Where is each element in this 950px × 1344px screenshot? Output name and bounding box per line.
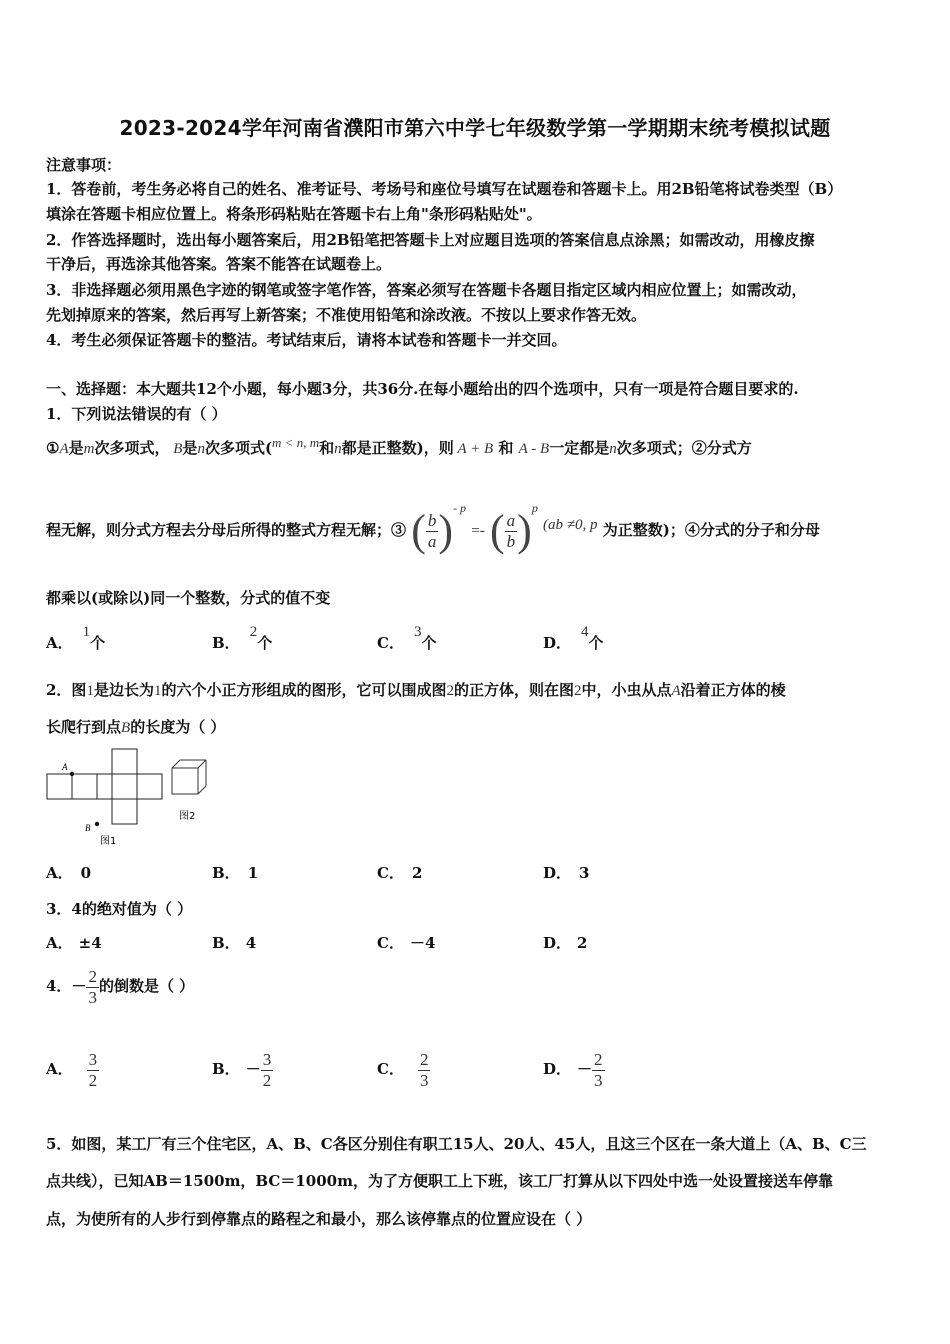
option-c[interactable]: C． －4: [377, 934, 436, 952]
notice-line: 1．答卷前，考生务必将自己的姓名、准考证号、考场号和座位号填写在试题卷和答题卡上。用2B铅笔将试卷类型（B）: [46, 180, 843, 198]
question-3-stem: 3．4的绝对值为（ ）: [46, 900, 193, 918]
question-2-line-2: 长爬行到点B的长度为（ ）: [46, 718, 226, 736]
option-b[interactable]: B． 1: [212, 864, 259, 882]
notice-line: 2．作答选择题时，选出每小题答案后，用2B铅笔把答题卡上对应题目选项的答案信息点涂黑；如需改动，用橡皮擦: [46, 231, 815, 249]
option-c[interactable]: C． 2: [377, 864, 423, 882]
option-a[interactable]: A． 0: [46, 864, 92, 882]
fraction-a-over-b: $\frac{a}{b}$: [506, 510, 516, 551]
option-a[interactable]: A． $\frac{3}{2}$: [46, 1049, 98, 1090]
page-title: 2023-2024学年河南省濮阳市第六中学七年级数学第一学期期末统考模拟试题: [119, 116, 831, 140]
cube-figure: [172, 760, 206, 794]
option-a[interactable]: A．1个: [46, 624, 106, 652]
option-c[interactable]: C．3个: [377, 624, 437, 652]
notice-line: 填涂在答题卡相应位置上。将条形码粘贴在答题卡右上角"条形码粘贴处"。: [46, 205, 542, 223]
option-d[interactable]: D． 2: [543, 934, 588, 952]
fraction: $\frac{2}{3}$: [88, 966, 97, 1007]
question-2-line-1: 2．图1是边长为1的六个小正方形组成的图形，它可以围成图2的正方体，则在图2中，小虫从点A沿着正方体的棱: [46, 681, 786, 699]
cube-net-figures: [40, 745, 220, 850]
notice-line: 4．考生必须保证答题卡的整洁。考试结束后，请将本试卷和答题卡一并交回。: [46, 331, 567, 349]
option-b[interactable]: B． 4: [212, 934, 257, 952]
fraction-b-over-a: $\frac{b}{a}$: [427, 510, 437, 551]
question-1-line-3: 都乘以(或除以)同一个整数，分式的值不变: [46, 589, 331, 607]
option-d[interactable]: D． － $\frac{2}{3}$: [543, 1049, 603, 1090]
option-c[interactable]: C． $\frac{2}{3}$: [377, 1049, 429, 1090]
option-b[interactable]: B．2个: [212, 624, 273, 652]
point-a-label: A: [62, 762, 68, 772]
question-4-stem: 4．－ $\frac{2}{3}$ 的倒数是（ ）: [46, 966, 195, 1007]
section-heading: 一、选择题：本大题共12个小题，每小题3分，共36分.在每小题给出的四个选项中，只有一项是符合题目要求的.: [46, 380, 799, 398]
option-d[interactable]: D． 3: [543, 864, 590, 882]
cube-net-figure: [47, 749, 162, 824]
notice-heading: 注意事项：: [46, 156, 122, 174]
point-b-dot: [95, 822, 99, 826]
question-1-line-1: ①A是m次多项式， B是n次多项式(m < n, m和n都是正整数)，则 A + B 和 A - B一定都是n次多项式；②分式方: [46, 435, 752, 457]
option-a[interactable]: A． ±4: [46, 934, 102, 952]
question-5-line: 5．如图，某工厂有三个住宅区，A、B、C各区分别住有职工15人、20人、45人，且这三个区在一条大道上（A、B、C三: [46, 1135, 867, 1153]
option-d[interactable]: D．4个: [543, 624, 604, 652]
notice-line: 先划掉原来的答案，然后再写上新答案；不准使用铅笔和涂改液。不按以上要求作答无效。: [46, 306, 647, 324]
figure-2-label: 图2: [179, 811, 196, 822]
notice-line: 干净后，再选涂其他答案。答案不能答在试题卷上。: [46, 255, 392, 273]
point-b-label: B: [85, 823, 91, 833]
question-1-line-2: 程无解，则分式方程去分母后所得的整式方程无解；③ ( $\frac{b}{a}$ )$^{- p}$ =- ( $\frac{a}{b}$ )$^p$ (ab ≠0, p 为正整数)；④分式的分子和分母: [46, 501, 820, 555]
notice-line: 3．非选择题必须用黑色字迹的钢笔或签字笔作答，答案必须写在答题卡各题目指定区域内相应位置上；如需改动，: [46, 281, 807, 299]
question-1-stem: 1．下列说法错误的有（ ）: [46, 405, 227, 423]
question-5-line: 点共线），已知AB＝1500m，BC＝1000m，为了方便职工上下班，该工厂打算从以下四处中选一处设置接送车停靠: [46, 1172, 833, 1190]
question-5-line: 点，为使所有的人步行到停靠点的路程之和最小，那么该停靠点的位置应设在（ ）: [46, 1210, 592, 1228]
point-a-dot: [70, 772, 74, 776]
option-b[interactable]: B． － $\frac{3}{2}$: [212, 1049, 272, 1090]
figure-1-label: 图1: [100, 836, 117, 847]
